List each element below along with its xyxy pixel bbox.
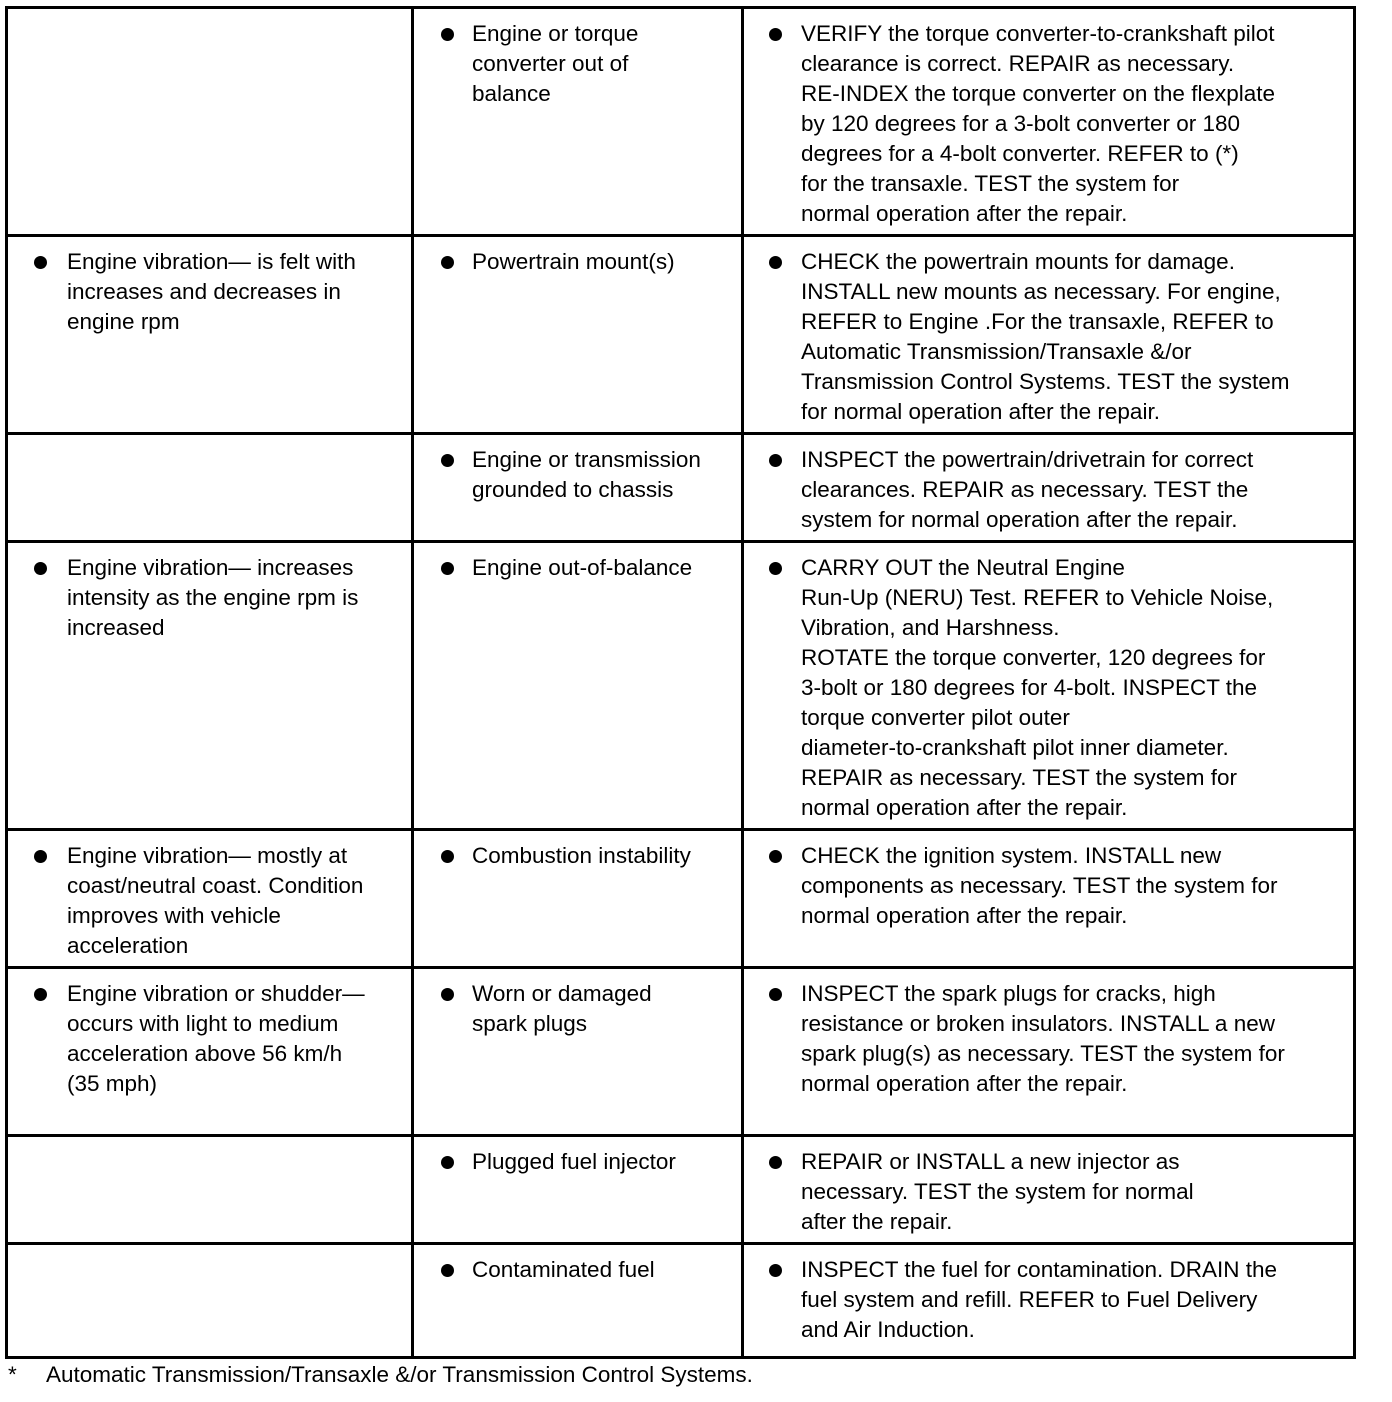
bullet-icon (769, 454, 782, 467)
footnote-text: Automatic Transmission/Transaxle &/or Transmission Control Systems. (46, 1362, 753, 1387)
cause-text: Engine or transmission grounded to chassis (472, 447, 701, 502)
bullet-icon (34, 850, 47, 863)
condition-text: Engine vibration— is felt with increases and decreases in engine rpm (67, 249, 356, 334)
cause-text: Plugged fuel injector (472, 1149, 676, 1174)
cause-cell (414, 237, 744, 432)
cause-text: Contaminated fuel (472, 1257, 655, 1282)
table-row (8, 9, 1353, 234)
bullet-icon (769, 562, 782, 575)
condition-cell (8, 969, 414, 1134)
cause-text: Worn or damaged spark plugs (472, 981, 652, 1036)
condition-cell (8, 831, 414, 966)
footnote (8, 1360, 753, 1390)
action-text: INSPECT the spark plugs for cracks, high resistance or broken insulators. INSTALL a new spark plug(s) as necessary. TEST the system for normal operation after the repair. (801, 981, 1285, 1096)
condition-text: Engine vibration— increases intensity as the engine rpm is increased (67, 555, 359, 640)
action-cell (744, 1137, 1353, 1242)
condition-text: Engine vibration or shudder— occurs with light to medium acceleration above 56 km/h (35 mph) (67, 981, 365, 1096)
bullet-icon (441, 454, 454, 467)
bullet-icon (769, 850, 782, 863)
bullet-icon (769, 988, 782, 1001)
bullet-icon (441, 28, 454, 41)
bullet-icon (441, 1264, 454, 1277)
bullet-icon (441, 850, 454, 863)
cause-text: Engine out-of-balance (472, 555, 693, 580)
bullet-icon (769, 28, 782, 41)
action-cell (744, 969, 1353, 1134)
table-row (8, 966, 1353, 1134)
action-cell (744, 435, 1353, 540)
action-cell (744, 237, 1353, 432)
cause-cell (414, 969, 744, 1134)
bullet-icon (34, 562, 47, 575)
cause-text: Powertrain mount(s) (472, 249, 675, 274)
table-row (8, 1134, 1353, 1242)
bullet-icon (441, 256, 454, 269)
cause-cell (414, 1137, 744, 1242)
action-cell (744, 831, 1353, 966)
bullet-icon (441, 988, 454, 1001)
cause-cell (414, 543, 744, 828)
diagnosis-table (5, 6, 1356, 1359)
table-row (8, 828, 1353, 966)
table-row (8, 432, 1353, 540)
action-text: CHECK the powertrain mounts for damage. INSTALL new mounts as necessary. For engine, REFER to Engine .For the transaxle, REFER to Automatic Transmission/Transaxle &/or Transmission Control Systems. TEST the system for normal operation after the repair. (801, 249, 1290, 424)
condition-text: Engine vibration— mostly at coast/neutral coast. Condition improves with vehicle acceleration (67, 843, 364, 958)
action-text: INSPECT the powertrain/drivetrain for correct clearances. REPAIR as necessary. TEST the system for normal operation after the repair. (801, 447, 1254, 532)
bullet-icon (34, 988, 47, 1001)
bullet-icon (441, 1156, 454, 1169)
table-row (8, 540, 1353, 828)
cause-cell (414, 9, 744, 234)
condition-cell (8, 9, 414, 234)
condition-cell (8, 543, 414, 828)
action-cell (744, 9, 1353, 234)
bullet-icon (769, 1156, 782, 1169)
action-cell (744, 543, 1353, 828)
action-text: CHECK the ignition system. INSTALL new components as necessary. TEST the system for normal operation after the repair. (801, 843, 1278, 928)
action-cell (744, 1245, 1353, 1356)
action-text: REPAIR or INSTALL a new injector as necessary. TEST the system for normal after the repair. (801, 1149, 1194, 1234)
condition-cell (8, 1245, 414, 1356)
bullet-icon (769, 256, 782, 269)
condition-cell (8, 1137, 414, 1242)
bullet-icon (34, 256, 47, 269)
bullet-icon (769, 1264, 782, 1277)
cause-text: Combustion instability (472, 843, 691, 868)
footnote-mark: * (8, 1362, 17, 1387)
cause-cell (414, 831, 744, 966)
condition-cell (8, 435, 414, 540)
bullet-icon (441, 562, 454, 575)
table-row (8, 234, 1353, 432)
cause-text: Engine or torque converter out of balance (472, 21, 639, 106)
action-text: CARRY OUT the Neutral Engine Run-Up (NERU) Test. REFER to Vehicle Noise, Vibration, and Harshness. ROTATE the torque converter, 120 degrees for 3-bolt or 180 degrees for 4-bolt. INSPECT the torque converter pilot outer diameter-to-crankshaft pilot inner diameter. REPAIR as necessary. TEST the system for normal operation after the repair. (801, 555, 1274, 820)
cause-cell (414, 435, 744, 540)
action-text: INSPECT the fuel for contamination. DRAIN the fuel system and refill. REFER to Fuel Delivery and Air Induction. (801, 1257, 1278, 1342)
table-row (8, 1242, 1353, 1356)
action-text: VERIFY the torque converter-to-crankshaft pilot clearance is correct. REPAIR as necessary. RE-INDEX the torque converter on the flexplate by 120 degrees for a 3-bolt converter or 180 degrees for a 4-bolt converter. REFER to (*) for the transaxle. TEST the system for normal operation after the repair. (801, 21, 1275, 226)
cause-cell (414, 1245, 744, 1356)
condition-cell (8, 237, 414, 432)
